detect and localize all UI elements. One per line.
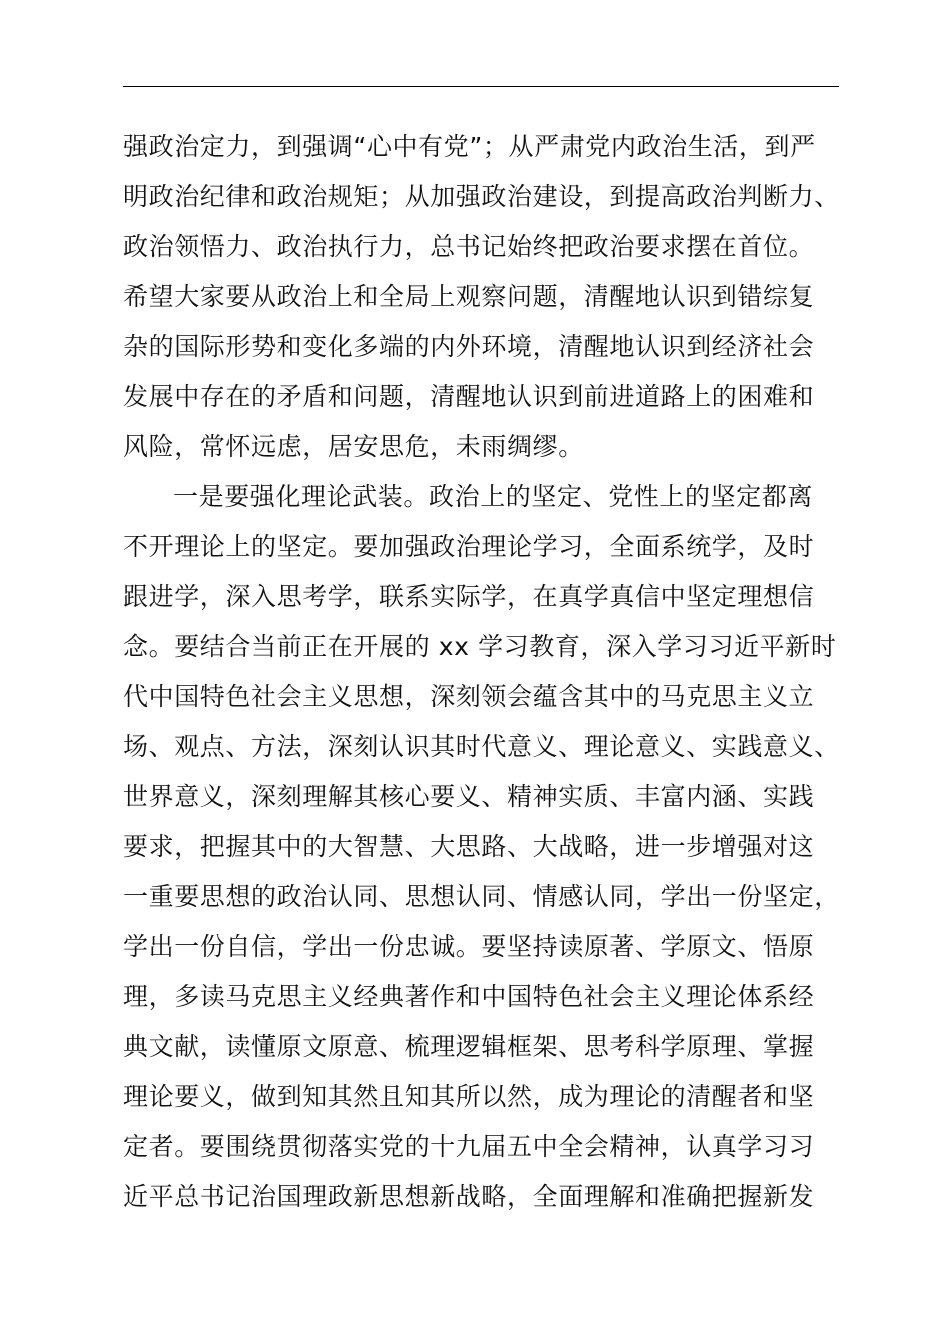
text-line: 跟进学，深入思考学，联系实际学，在真学真信中坚定理想信	[123, 582, 815, 611]
text-line: 场、观点、方法，深刻认识其时代意义、理论意义、实践意义、	[123, 732, 840, 761]
text-line: 政治领悟力、政治执行力，总书记始终把政治要求摆在首位。	[123, 232, 815, 261]
text-line: 不开理论上的坚定。要加强政治理论学习，全面系统学，及时	[123, 532, 815, 561]
text-line: 希望大家要从政治上和全局上观察问题，清醒地认识到错综复	[123, 282, 815, 311]
text-line: 念。要结合当前正在开展的 xx 学习教育，深入学习习近平新时	[123, 632, 837, 661]
text-line: 定者。要围绕贯彻落实党的十九届五中全会精神，认真学习习	[123, 1132, 815, 1161]
text-line: 世界意义，深刻理解其核心要义、精神实质、丰富内涵、实践	[123, 782, 815, 811]
text-line: 明政治纪律和政治规矩；从加强政治建设，到提高政治判断力、	[123, 182, 840, 211]
text-line: 近平总书记治国理政新思想新战略，全面理解和准确把握新发	[123, 1182, 815, 1211]
text-line: 理，多读马克思主义经典著作和中国特色社会主义理论体系经	[123, 982, 815, 1011]
text-line: 风险，常怀远虑，居安思危，未雨绸缪。	[123, 432, 584, 461]
text-line: 要求，把握其中的大智慧、大思路、大战略，进一步增强对这	[123, 832, 815, 861]
header-rule	[123, 86, 839, 87]
text-line: 学出一份自信，学出一份忠诚。要坚持读原著、学原文、悟原	[123, 932, 815, 961]
text-line: 强政治定力，到强调“心中有党”；从严肃党内政治生活，到严	[123, 132, 816, 161]
paragraph-first-line: 一是要强化理论武装。政治上的坚定、党性上的坚定都离	[173, 482, 814, 511]
text-line: 代中国特色社会主义思想，深刻领会蕴含其中的马克思主义立	[123, 682, 815, 711]
text-line: 理论要义，做到知其然且知其所以然，成为理论的清醒者和坚	[123, 1082, 815, 1111]
text-line: 杂的国际形势和变化多端的内外环境，清醒地认识到经济社会	[123, 332, 815, 361]
text-line: 典文献，读懂原文原意、梳理逻辑框架、思考科学原理、掌握	[123, 1032, 815, 1061]
text-line: 发展中存在的矛盾和问题，清醒地认识到前进道路上的困难和	[123, 382, 815, 411]
body-text	[123, 127, 883, 1227]
text-line: 一重要思想的政治认同、思想认同、情感认同，学出一份坚定，	[123, 882, 840, 911]
